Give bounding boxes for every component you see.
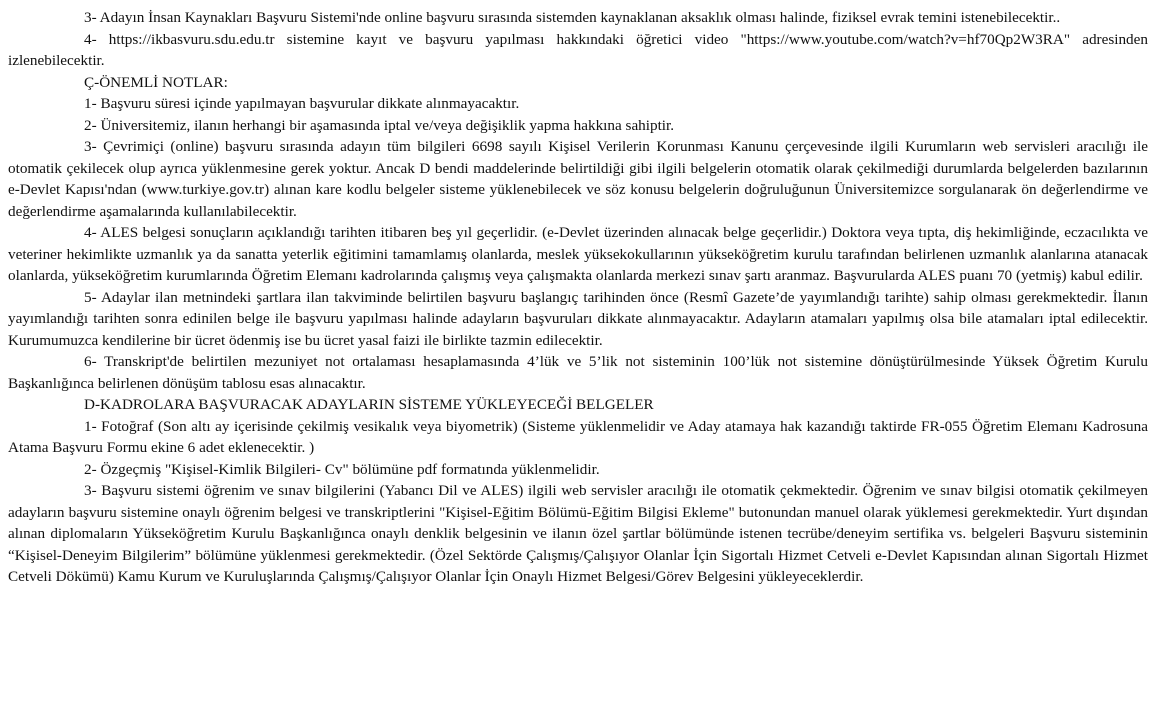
document-item-1: 1- Fotoğraf (Son altı ay içerisinde çekilmiş vesikalık veya biyometrik) (Sisteme yüklenmelidir ve Aday atamaya hak kazandığı taktirde FR-055 Öğretim Elemanı Kadrosuna Atama Başvuru Formu ekine 6 adet eklenecektir. ) <box>8 417 1148 456</box>
document-item-3: 3- Başvuru sistemi öğrenim ve sınav bilgilerini (Yabancı Dil ve ALES) ilgili web servisler aracılığı ile otomatik çekmektedir. Öğrenim ve sınav bilgisi otomatik çekilmeyen adayların başvuru sistemine onaylı öğrenim belgesi ve transkriptlerini "Kişisel-Eğitim Bölümü-Eğitim Bilgisi Ekleme" butonundan manuel olarak yüklemesi gerekmektedir. Yurt dışından alınan diplomaların Yükseköğretim Kurulu Başkanlığınca onaylı denklik belgesinin ve ilanın özel şartlar bölümünde istenen tecrübe/deneyim sertifika vs. belgeleri Başvuru sisteminin “Kişisel-Deneyim Bilgilerim” bölümüne yüklenmesi gerekmektedir. (Özel Sektörde Çalışmış/Çalışıyor Olanlar İçin Sigortalı Hizmet Cetveli e-Devlet Kapısından alınan Sigortalı Hizmet Cetveli Dökümü) Kamu Kurum ve Kuruluşlarında Çalışmış/Çalışıyor Olanlar İçin Onaylı Hizmet Belgesi/Görev Belgesini yükleyeceklerdir. <box>8 482 1148 585</box>
notes-heading: Ç-ÖNEMLİ NOTLAR: <box>84 73 228 91</box>
section-c-item-3: 3- Adayın İnsan Kaynakları Başvuru Sistemi'nde online başvuru sırasında sistemden kaynaklanan aksaklık olması halinde, fiziksel evrak temini istenebilecektir.. <box>84 9 1061 26</box>
documents-heading: D-KADROLARA BAŞVURACAK ADAYLARIN SİSTEME YÜKLEYECEĞİ BELGELER <box>84 396 654 413</box>
section-c-item-4: 4- https://ikbasvuru.sdu.edu.tr sistemine kayıt ve başvuru yapılması hakkındaki öğretici video "https://www.youtube.com/watch?v=hf70Qp2W3RA" adresinden izlenebilecektir. <box>8 30 1148 69</box>
note-item-6: 6- Transkript'de belirtilen mezuniyet not ortalaması hesaplamasında 4’lük ve 5’lik not sisteminin 100’lük not sistemine dönüştürülmesinde Yüksek Öğretim Kurulu Başkanlığınca belirlenen dönüşüm tablosu esas alınacaktır. <box>8 353 1148 392</box>
note-item-5: 5- Adaylar ilan metnindeki şartlara ilan takviminde belirtilen başvuru başlangıç tarihinden önce (Resmî Gazete’de yayımlandığı tarihte) sahip olması gerekmektedir. İlanın yayımlandığı tarihten sonra edinilen belge ile başvuru yapılması halinde adayların başvuruları dikkate alınmayacaktır. Adayların atamaları yapılmış olsa bile atamaları iptal edilecektir. Kurumumuzca kendilerine bir ücret ödenmiş ise bu ücret yasal faizi ile birlikte tazmin edilecektir. <box>8 288 1148 349</box>
note-item-1: 1- Başvuru süresi içinde yapılmayan başvurular dikkate alınmayacaktır. <box>84 95 520 112</box>
note-item-3: 3- Çevrimiçi (online) başvuru sırasında adayın tüm bilgileri 6698 sayılı Kişisel Verilerin Korunması Kanunu çerçevesinde ilgili Kurumların web servisleri aracılığı ile otomatik çekilecek olup ayrıca yüklenmesine gerek yoktur. Ancak D bendi maddelerinde belirtildiği gibi ilgili belgelerin otomatik olarak çekilmediği durumlarda belgelerden bazılarının e-Devlet Kapısı'ndan (www.turkiye.gov.tr) alınan kare kodlu belgeler sisteme yüklenebilecek ve söz konusu belgelerin doğruluğunun Üniversitemizce sorgulanarak ön değerlendirme ve değerlendirme aşamalarında kullanılabilecektir. <box>8 138 1148 220</box>
note-item-4: 4- ALES belgesi sonuçların açıklandığı tarihten itibaren beş yıl geçerlidir. (e-Devlet üzerinden alınacak belge geçerlidir.) Doktora veya tıpta, diş hekimliğinde, eczacılıkta ve veteriner hekimlikte uzmanlık ya da sanatta yeterlik eğitimini tamamlamış olanlarda, meslek yüksekokullarının yükseköğretim kurulu tarafından belirlenen uzmanlık alanlarına atanacak olanlarda, yükseköğretim kurumlarında Öğretim Elemanı kadrolarında çalışmış veya çalışmakta olanlarda merkezi sınav şartı aranmaz. Başvurularda ALES puanı 70 (yetmiş) kabul edilir. <box>8 224 1148 284</box>
document-item-2: 2- Özgeçmiş "Kişisel-Kimlik Bilgileri- Cv" bölümüne pdf formatında yüklenmelidir. <box>84 460 600 478</box>
note-item-2: 2- Üniversitemiz, ilanın herhangi bir aşamasında iptal ve/veya değişiklik yapma hakkına sahiptir. <box>84 116 675 134</box>
